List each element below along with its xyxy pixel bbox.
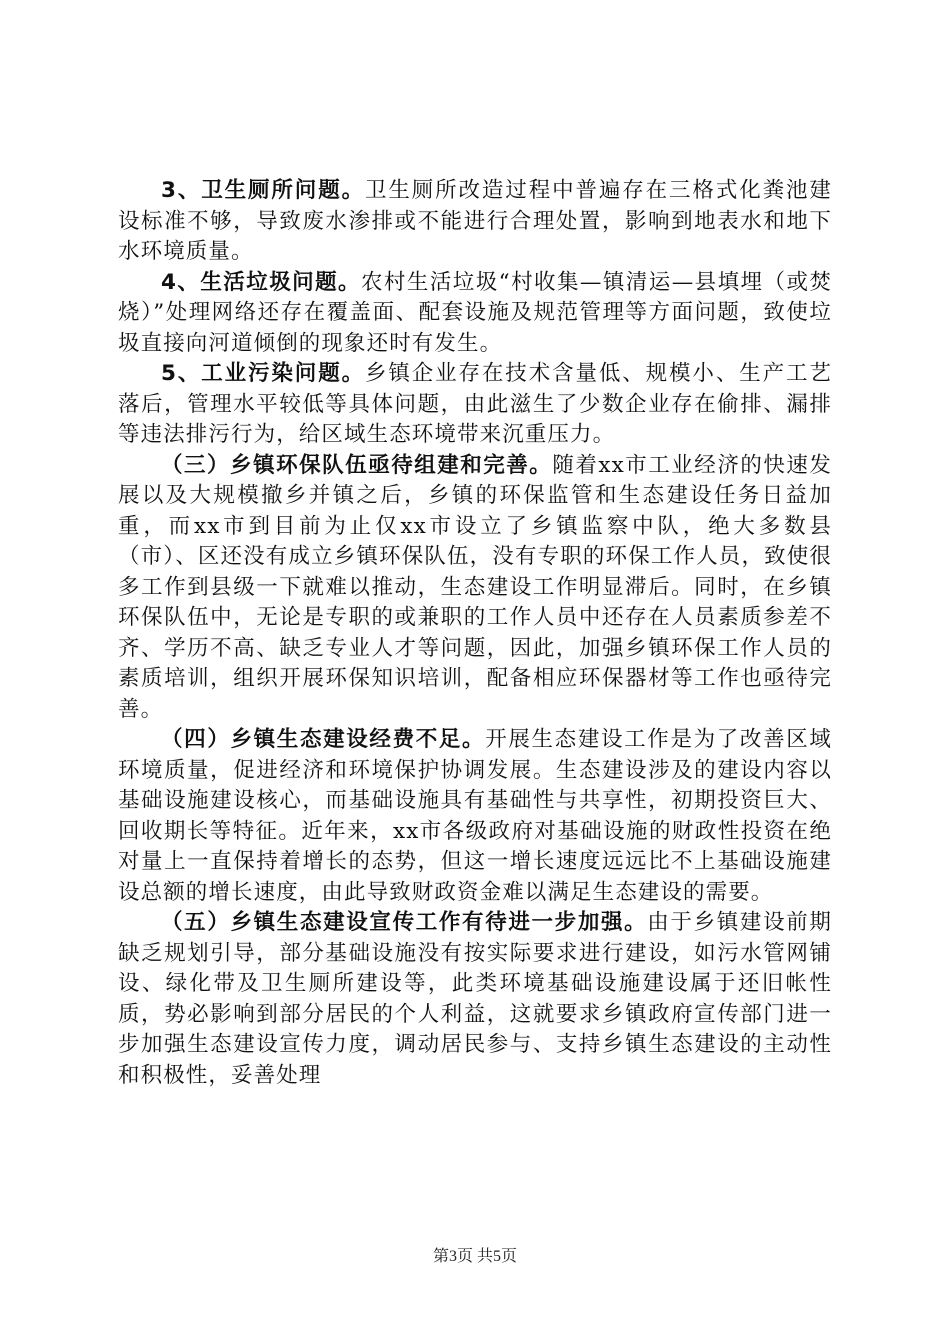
paragraph-publicity [118, 908, 832, 1091]
paragraph-heading: （三）乡镇环保队伍亟待组建和完善。 [161, 452, 553, 478]
paragraph-text: 开展生态建设工作是为了改善区域环境质量，促进经济和环境保护协调发展。生态建设涉及的建设内容以基础设施建设核心，而基础设施具有基础性与共享性，初期投资巨大、回收期长等特征。近年来，xx市各级政府对基础设施的财政性投资在绝对量上一直保持着增长的态势，但这一增长速度远远比不上基础设施建设总额的增长速度，由此导致财政资金难以满足生态建设的需要。 [118, 727, 832, 905]
paragraph-text: 乡镇企业存在技术含量低、规模小、生产工艺落后，管理水平较低等具体问题，由此滋生了少数企业存在偷排、漏排等违法排污行为，给区域生态环境带来沉重压力。 [118, 361, 832, 447]
document-body [118, 176, 832, 1091]
paragraph-heading: （五）乡镇生态建设宣传工作有待进一步加强。 [161, 910, 648, 935]
paragraph-toilet [118, 176, 832, 268]
paragraph-heading: 3、卫生厕所问题。 [161, 178, 365, 203]
paragraph-text: 由于乡镇建设前期缺乏规划引导，部分基础设施没有按实际要求进行建设，如污水管网铺设、绿化带及卫生厕所建设等，此类环境基础设施建设属于还旧帐性质，势必影响到部分居民的个人利益，这就要求乡镇政府宣传部门进一步加强生态建设宣传力度，调动居民参与、支持乡镇生态建设的主动性和积极性，妥善处理 [118, 910, 832, 1088]
paragraph-garbage [118, 268, 832, 360]
paragraph-text: 随着xx市工业经济的快速发展以及大规模撤乡并镇之后，乡镇的环保监管和生态建设任务日益加重，而xx市到目前为止仅xx市设立了乡镇监察中队，绝大多数县（市）、区还没有成立乡镇环保队伍，没有专职的环保工作人员，致使很多工作到县级一下就难以推动，生态建设工作明显滞后。同时，在乡镇环保队伍中，无论是专职的或兼职的工作人员中还存在人员素质参差不齐、学历不高、缺乏专业人才等问题，因此，加强乡镇环保工作人员的素质培训，组织开展环保知识培训，配备相应环保器材等工作也亟待完善。 [118, 452, 832, 722]
paragraph-heading: 5、工业污染问题。 [161, 361, 365, 386]
paragraph-team [118, 451, 832, 726]
paragraph-funding [118, 725, 832, 908]
paragraph-text: 农村生活垃圾“村收集—镇清运—县填埋（或焚烧）”处理网络还存在覆盖面、配套设施及规范管理等方面问题，致使垃圾直接向河道倾倒的现象还时有发生。 [118, 269, 832, 356]
page-footer: 第3页 共5页 [432, 1248, 517, 1265]
paragraph-text: 卫生厕所改造过程中普遍存在三格式化粪池建设标准不够，导致废水渗排或不能进行合理处置，影响到地表水和地下水环境质量。 [118, 178, 832, 264]
paragraph-heading: （四）乡镇生态建设经费不足。 [161, 727, 486, 752]
paragraph-industrial [118, 359, 832, 451]
paragraph-heading: 4、生活垃圾问题。 [161, 269, 361, 295]
